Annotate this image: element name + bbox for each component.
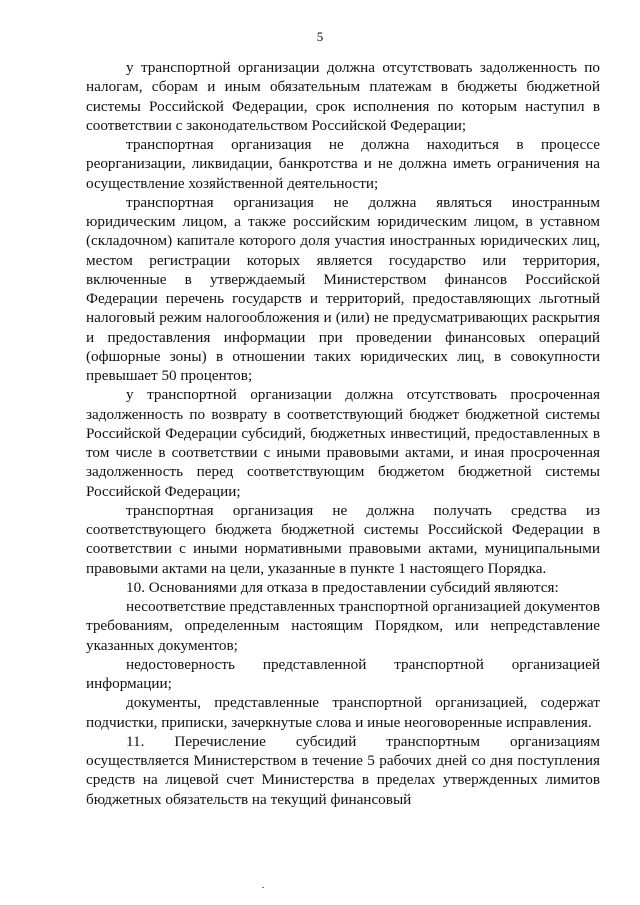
- paragraph-other-funding: транспортная организация не должна получать средства из соответствующего бюджета бюджетной системы Российской Федерации в соответствии с иными нормативными правовыми актами, муниципальными правовыми актами на цели, указанные в пункте 1 настоящего Порядка.: [86, 501, 600, 577]
- paragraph-reorganization: транспортная организация не должна находиться в процессе реорганизации, ликвидации, банкротства и не должна иметь ограничения на осуществление хозяйственной деятельности;: [86, 136, 600, 192]
- document-body: [86, 58, 600, 809]
- paragraph-inaccuracy: недостоверность представленной транспортной организацией информации;: [86, 655, 600, 692]
- paragraph-foreign-entity: транспортная организация не должна являться иностранным юридическим лицом, а также российским юридическим лицом, в уставном (складочном) капитале которого доля участия иностранных юридических лиц, местом регистрации которых является государство или территория, включенные в утверждаемый Министерством финансов Российской Федерации перечень государств и территорий, предоставляющих льготный налоговый режим налогообложения и (или) не предусматривающих раскрытия и предоставления информации при проведении финансовых операций (офшорные зоны) в отношении таких юридических лиц, в совокупности превышает 50 процентов;: [86, 193, 600, 384]
- scan-artifact: [262, 887, 264, 888]
- paragraph-refusal-grounds: 10. Основаниями для отказа в предоставлении субсидий являются:: [126, 578, 559, 596]
- paragraph-corrections: документы, представленные транспортной организацией, содержат подчистки, приписки, зачеркнутые слова и иные неоговоренные исправления.: [86, 694, 600, 731]
- page-number: 5: [316, 29, 324, 44]
- paragraph-overdue-debt: у транспортной организации должна отсутствовать просроченная задолженность по возврату в соответствующий бюджет бюджетной системы Российской Федерации субсидий, бюджетных инвестиций, предоставленных в том числе в соответствии с иными правовыми актами, и иная просроченная задолженность перед соответствующим бюджетом бюджетной системы Российской Федерации;: [86, 386, 600, 500]
- paragraph-transfer: 11. Перечисление субсидий транспортным организациям осуществляется Министерством в течение 5 рабочих дней со дня поступления средств на лицевой счет Министерства в пределах утвержденных лимитов бюджетных обязательств на текущий финансовый: [86, 732, 600, 808]
- paragraph-tax-debt: у транспортной организации должна отсутствовать задолженность по налогам, сборам и иным обязательным платежам в бюджеты бюджетной системы Российской Федерации, срок исполнения по которым наступил в соответствии с законодательством Российской Федерации;: [86, 59, 600, 134]
- paragraph-noncompliance: несоответствие представленных транспортной организацией документов требованиям, определенным настоящим Порядком, или непредставление указанных документов;: [86, 598, 600, 654]
